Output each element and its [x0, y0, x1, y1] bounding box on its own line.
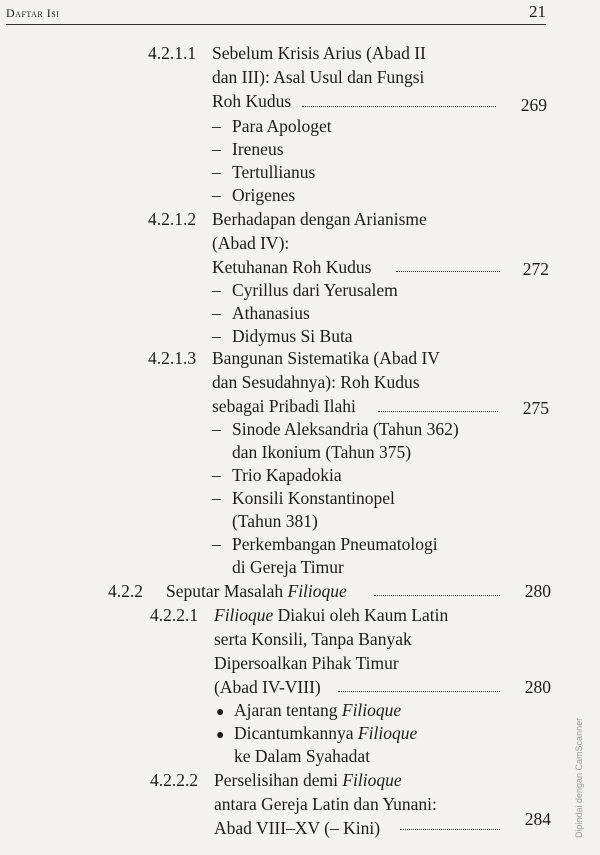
toc-entry-title-line: dan Sesudahnya): Roh Kudus [212, 372, 420, 392]
toc-subitem: – Ireneus [212, 139, 284, 159]
toc-entry-title-line: serta Konsili, Tanpa Banyak [214, 629, 412, 649]
toc-entry-number: 4.2.2 [108, 581, 143, 601]
toc-bullet-item: ● Ajaran tentang Filioque [216, 700, 402, 720]
toc-bullet-item: ● Dicantumkannya Filioque [216, 723, 418, 743]
running-title: Daftar Isi [6, 6, 60, 20]
toc-entry-page: 269 [520, 95, 547, 115]
toc-subitem: – Cyrillus dari Yerusalem [212, 280, 398, 300]
toc-entry-title-line: (Abad IV): [212, 233, 290, 253]
toc-subitem: – Tertullianus [212, 162, 316, 182]
toc-entry-title-line: Roh Kudus [212, 91, 292, 111]
toc-entry-number: 4.2.1.2 [148, 209, 197, 229]
dot-leader [338, 691, 500, 692]
toc-entry-title-line: Sebelum Krisis Arius (Abad II [212, 43, 426, 63]
dot-leader [302, 106, 496, 107]
toc-entry-title-line: Bangunan Sistematika (Abad IV [212, 348, 440, 368]
toc-entry-title-line: Perselisihan demi Filioque [214, 770, 402, 790]
toc-subitem: – Athanasius [212, 303, 310, 323]
running-header [6, 2, 546, 25]
toc-entry-title-line: Berhadapan dengan Arianisme [212, 209, 427, 229]
toc-entry-title-line: Seputar Masalah Filioque [166, 581, 347, 601]
toc-entry-title-line: dan III): Asal Usul dan Fungsi [212, 67, 425, 87]
toc-entry-number: 4.2.2.1 [150, 605, 199, 625]
toc-subitem: – Origenes [212, 185, 296, 205]
toc-entry-page: 280 [524, 677, 551, 697]
toc-subitem-continuation: di Gereja Timur [232, 557, 344, 577]
toc-subitem-continuation: (Tahun 381) [232, 511, 318, 531]
toc-entry-title-line: Dipersoalkan Pihak Timur [214, 653, 399, 673]
toc-entry-title-line: Ketuhanan Roh Kudus [212, 257, 372, 277]
toc-entry-page: 284 [524, 809, 551, 829]
toc-entry-number: 4.2.1.1 [148, 43, 197, 63]
toc-entry-title-line: (Abad IV-VIII) [214, 677, 321, 697]
toc-subitem: – Trio Kapadokia [212, 465, 342, 485]
dot-leader [400, 829, 500, 830]
toc-subitem: – Konsili Konstantinopel [212, 488, 395, 508]
toc-entry-page: 275 [522, 398, 549, 418]
toc-bullet-continuation: ke Dalam Syahadat [234, 746, 371, 766]
toc-subitem: – Para Apologet [212, 116, 332, 136]
toc-subitem: – Didymus Si Buta [212, 326, 353, 346]
toc-subitem: – Perkembangan Pneumatologi [212, 534, 438, 554]
dot-leader [374, 595, 500, 596]
dot-leader [378, 411, 498, 412]
dot-leader [396, 271, 500, 272]
toc-entry-title-line: sebagai Pribadi Ilahi [212, 396, 356, 416]
toc-entry-title-line: antara Gereja Latin dan Yunani: [214, 794, 437, 814]
toc-entry-number: 4.2.1.3 [148, 348, 197, 368]
toc-entry-page: 272 [522, 259, 549, 279]
toc-entry-number: 4.2.2.2 [150, 770, 199, 790]
toc-entry-title-line: Filioque Diakui oleh Kaum Latin [214, 605, 449, 625]
toc-subitem: – Sinode Aleksandria (Tahun 362) [212, 419, 459, 439]
toc-subitem-continuation: dan Ikonium (Tahun 375) [232, 442, 412, 462]
toc-entry-title-line: Abad VIII–XV (– Kini) [214, 818, 381, 838]
page-number: 21 [529, 2, 546, 21]
scanner-watermark: Dipindai dengan CamScanner [574, 717, 584, 838]
toc-entry-page: 280 [524, 581, 551, 601]
